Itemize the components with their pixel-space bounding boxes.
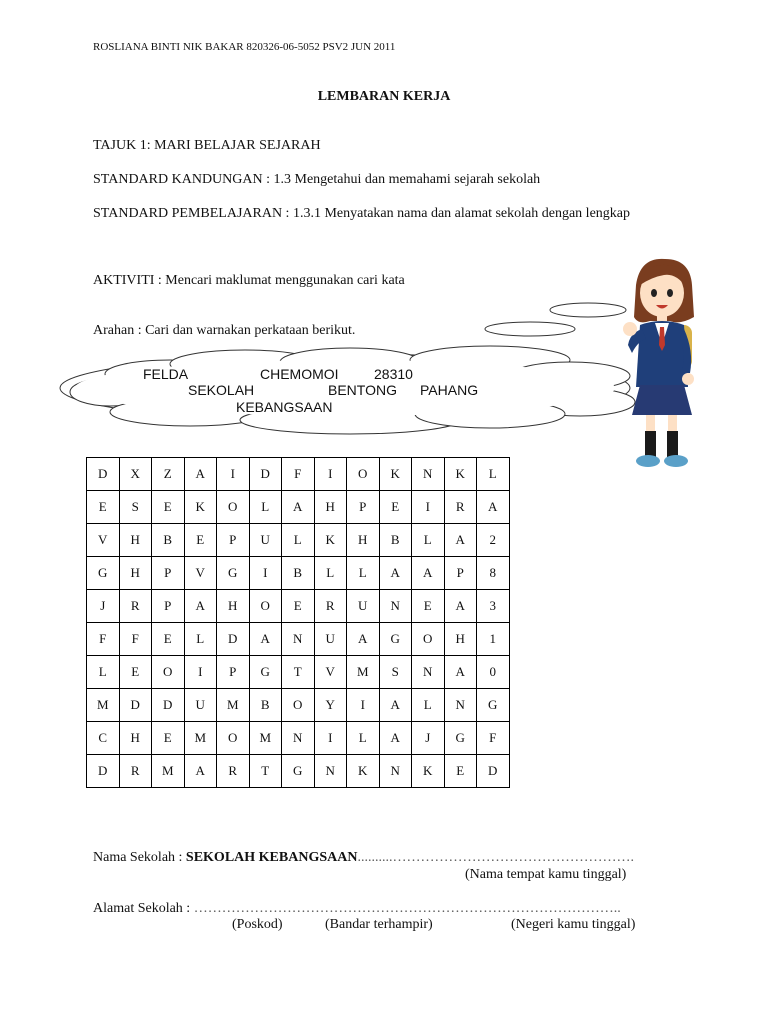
grid-cell[interactable]: A: [184, 755, 217, 788]
grid-cell[interactable]: K: [314, 524, 347, 557]
grid-cell[interactable]: P: [444, 557, 477, 590]
word-kebangsaan: KEBANGSAAN: [236, 399, 333, 415]
grid-cell[interactable]: D: [217, 623, 250, 656]
grid-cell[interactable]: L: [282, 524, 315, 557]
word-felda: FELDA: [143, 366, 189, 382]
grid-cell[interactable]: O: [217, 722, 250, 755]
grid-cell[interactable]: B: [152, 524, 185, 557]
word-cloud: [50, 340, 640, 440]
grid-cell[interactable]: R: [119, 755, 152, 788]
grid-cell[interactable]: F: [477, 722, 510, 755]
grid-cell[interactable]: I: [184, 656, 217, 689]
grid-cell[interactable]: H: [119, 557, 152, 590]
grid-cell[interactable]: P: [217, 656, 250, 689]
grid-cell[interactable]: M: [347, 656, 380, 689]
grid-cell[interactable]: D: [87, 755, 120, 788]
grid-cell[interactable]: L: [314, 557, 347, 590]
grid-cell[interactable]: H: [119, 524, 152, 557]
grid-row: [87, 623, 510, 656]
grid-cell[interactable]: N: [412, 656, 445, 689]
grid-cell[interactable]: U: [314, 623, 347, 656]
grid-cell[interactable]: M: [184, 722, 217, 755]
grid-cell[interactable]: O: [249, 590, 282, 623]
page-header: ROSLIANA BINTI NIK BAKAR 820326-06-5052 PSV2 JUN 2011: [93, 41, 396, 53]
grid-cell[interactable]: G: [249, 656, 282, 689]
grid-cell[interactable]: G: [477, 689, 510, 722]
grid-cell[interactable]: X: [119, 458, 152, 491]
grid-cell[interactable]: U: [347, 590, 380, 623]
grid-cell[interactable]: P: [152, 557, 185, 590]
grid-cell[interactable]: S: [119, 491, 152, 524]
grid-cell[interactable]: O: [347, 458, 380, 491]
grid-row: [87, 755, 510, 788]
grid-cell[interactable]: N: [282, 722, 315, 755]
grid-cell[interactable]: J: [87, 590, 120, 623]
grid-cell[interactable]: 0: [477, 656, 510, 689]
school-name-value: SEKOLAH KEBANGSAAN: [185, 850, 358, 865]
grid-cell[interactable]: A: [379, 722, 412, 755]
grid-cell[interactable]: A: [444, 656, 477, 689]
grid-cell[interactable]: A: [444, 524, 477, 557]
grid-cell[interactable]: I: [412, 491, 445, 524]
instruction-line: Arahan : Cari dan warnakan perkataan berikut.: [93, 323, 356, 338]
grid-cell[interactable]: R: [314, 590, 347, 623]
grid-cell[interactable]: L: [249, 491, 282, 524]
grid-row: [87, 656, 510, 689]
grid-cell[interactable]: K: [347, 755, 380, 788]
grid-cell[interactable]: E: [444, 755, 477, 788]
grid-cell[interactable]: B: [379, 524, 412, 557]
grid-cell[interactable]: A: [379, 689, 412, 722]
grid-cell[interactable]: A: [379, 557, 412, 590]
postcode-hint: (Poskod): [232, 917, 283, 932]
grid-cell[interactable]: A: [282, 491, 315, 524]
grid-cell[interactable]: H: [119, 722, 152, 755]
grid-cell[interactable]: A: [184, 590, 217, 623]
word-bentong: BENTONG: [328, 382, 397, 398]
grid-cell[interactable]: L: [184, 623, 217, 656]
grid-row: [87, 590, 510, 623]
grid-cell[interactable]: N: [444, 689, 477, 722]
grid-cell[interactable]: H: [217, 590, 250, 623]
grid-cell[interactable]: P: [347, 491, 380, 524]
grid-cell[interactable]: O: [217, 491, 250, 524]
school-name-line: [93, 850, 634, 866]
school-address-line: [93, 901, 621, 917]
grid-cell[interactable]: K: [184, 491, 217, 524]
grid-cell[interactable]: U: [249, 524, 282, 557]
grid-cell[interactable]: G: [217, 557, 250, 590]
grid-cell[interactable]: Z: [152, 458, 185, 491]
grid-cell[interactable]: L: [477, 458, 510, 491]
topic-line: TAJUK 1: MARI BELAJAR SEJARAH: [93, 138, 321, 153]
grid-cell[interactable]: D: [249, 458, 282, 491]
grid-cell[interactable]: P: [152, 590, 185, 623]
state-hint: (Negeri kamu tinggal): [511, 917, 636, 932]
grid-cell[interactable]: F: [282, 458, 315, 491]
school-name-label: Nama Sekolah :: [93, 850, 186, 865]
grid-cell[interactable]: A: [347, 623, 380, 656]
grid-cell[interactable]: G: [282, 755, 315, 788]
grid-cell[interactable]: I: [249, 557, 282, 590]
grid-cell[interactable]: 3: [477, 590, 510, 623]
grid-cell[interactable]: H: [347, 524, 380, 557]
school-name-hint: (Nama tempat kamu tinggal): [465, 867, 627, 882]
grid-cell[interactable]: N: [314, 755, 347, 788]
word-chemomoi: CHEMOMOI: [260, 366, 339, 382]
grid-cell[interactable]: 2: [477, 524, 510, 557]
grid-cell[interactable]: E: [282, 590, 315, 623]
grid-row: [87, 491, 510, 524]
school-address-dots: ………………………………………………………………………………..: [193, 901, 621, 916]
grid-cell[interactable]: L: [347, 722, 380, 755]
grid-cell[interactable]: N: [379, 590, 412, 623]
grid-cell[interactable]: I: [217, 458, 250, 491]
grid-cell[interactable]: S: [379, 656, 412, 689]
grid-cell[interactable]: B: [249, 689, 282, 722]
grid-cell[interactable]: A: [412, 557, 445, 590]
grid-cell[interactable]: T: [249, 755, 282, 788]
grid-cell[interactable]: I: [347, 689, 380, 722]
grid-cell[interactable]: M: [87, 689, 120, 722]
grid-cell[interactable]: K: [379, 458, 412, 491]
grid-cell[interactable]: E: [119, 656, 152, 689]
grid-cell[interactable]: D: [119, 689, 152, 722]
grid-cell[interactable]: H: [314, 491, 347, 524]
word-postcode: 28310: [374, 366, 413, 382]
activity-line: AKTIVITI : Mencari maklumat menggunakan cari kata: [93, 273, 405, 288]
grid-cell[interactable]: G: [87, 557, 120, 590]
grid-cell[interactable]: N: [379, 755, 412, 788]
grid-row: [87, 557, 510, 590]
grid-cell[interactable]: L: [412, 524, 445, 557]
thought-bubbles: [460, 296, 630, 351]
grid-cell[interactable]: E: [152, 722, 185, 755]
grid-cell[interactable]: M: [152, 755, 185, 788]
grid-cell[interactable]: O: [412, 623, 445, 656]
grid-cell[interactable]: E: [87, 491, 120, 524]
grid-cell[interactable]: K: [412, 755, 445, 788]
grid-cell[interactable]: U: [184, 689, 217, 722]
grid-cell[interactable]: H: [444, 623, 477, 656]
grid-cell[interactable]: R: [444, 491, 477, 524]
word-sekolah: SEKOLAH: [188, 382, 255, 398]
grid-cell[interactable]: E: [379, 491, 412, 524]
learning-standard-line: STANDARD PEMBELAJARAN : 1.3.1 Menyatakan nama dan alamat sekolah dengan lengkap: [93, 206, 630, 221]
grid-cell[interactable]: V: [184, 557, 217, 590]
grid-cell[interactable]: L: [347, 557, 380, 590]
grid-cell[interactable]: Y: [314, 689, 347, 722]
town-hint: (Bandar terhampir): [325, 917, 433, 932]
grid-cell[interactable]: K: [444, 458, 477, 491]
school-address-label: Alamat Sekolah :: [93, 901, 194, 916]
grid-cell[interactable]: O: [282, 689, 315, 722]
grid-cell[interactable]: J: [412, 722, 445, 755]
grid-cell[interactable]: R: [119, 590, 152, 623]
word-search-grid: [86, 457, 510, 788]
grid-cell[interactable]: A: [184, 458, 217, 491]
grid-cell[interactable]: E: [152, 623, 185, 656]
worksheet-title: LEMBARAN KERJA: [317, 89, 451, 104]
grid-cell[interactable]: M: [249, 722, 282, 755]
grid-cell[interactable]: 8: [477, 557, 510, 590]
grid-cell[interactable]: I: [314, 458, 347, 491]
grid-cell[interactable]: D: [87, 458, 120, 491]
grid-cell[interactable]: G: [379, 623, 412, 656]
grid-cell[interactable]: 1: [477, 623, 510, 656]
grid-cell[interactable]: L: [412, 689, 445, 722]
grid-cell[interactable]: F: [119, 623, 152, 656]
grid-cell[interactable]: V: [314, 656, 347, 689]
grid-row: [87, 722, 510, 755]
grid-cell[interactable]: E: [184, 524, 217, 557]
grid-cell[interactable]: V: [87, 524, 120, 557]
grid-cell[interactable]: I: [314, 722, 347, 755]
grid-cell[interactable]: P: [217, 524, 250, 557]
grid-cell[interactable]: O: [152, 656, 185, 689]
grid-cell[interactable]: F: [87, 623, 120, 656]
grid-cell[interactable]: M: [217, 689, 250, 722]
word-pahang: PAHANG: [420, 382, 479, 398]
grid-cell[interactable]: R: [217, 755, 250, 788]
grid-row: [87, 524, 510, 557]
grid-cell[interactable]: T: [282, 656, 315, 689]
grid-cell[interactable]: E: [152, 491, 185, 524]
grid-row: [87, 689, 510, 722]
grid-cell[interactable]: D: [152, 689, 185, 722]
grid-cell[interactable]: L: [87, 656, 120, 689]
grid-cell[interactable]: B: [282, 557, 315, 590]
grid-cell[interactable]: A: [477, 491, 510, 524]
grid-cell[interactable]: N: [282, 623, 315, 656]
grid-cell[interactable]: A: [249, 623, 282, 656]
grid-row: [87, 458, 510, 491]
content-standard-line: STANDARD KANDUNGAN : 1.3 Mengetahui dan memahami sejarah sekolah: [93, 172, 541, 187]
grid-cell[interactable]: C: [87, 722, 120, 755]
schoolgirl-illustration: [610, 255, 720, 475]
grid-cell[interactable]: N: [412, 458, 445, 491]
school-name-dots: ..........…………………………………………….: [357, 850, 634, 865]
grid-cell[interactable]: G: [444, 722, 477, 755]
grid-cell[interactable]: D: [477, 755, 510, 788]
grid-cell[interactable]: E: [412, 590, 445, 623]
grid-cell[interactable]: A: [444, 590, 477, 623]
